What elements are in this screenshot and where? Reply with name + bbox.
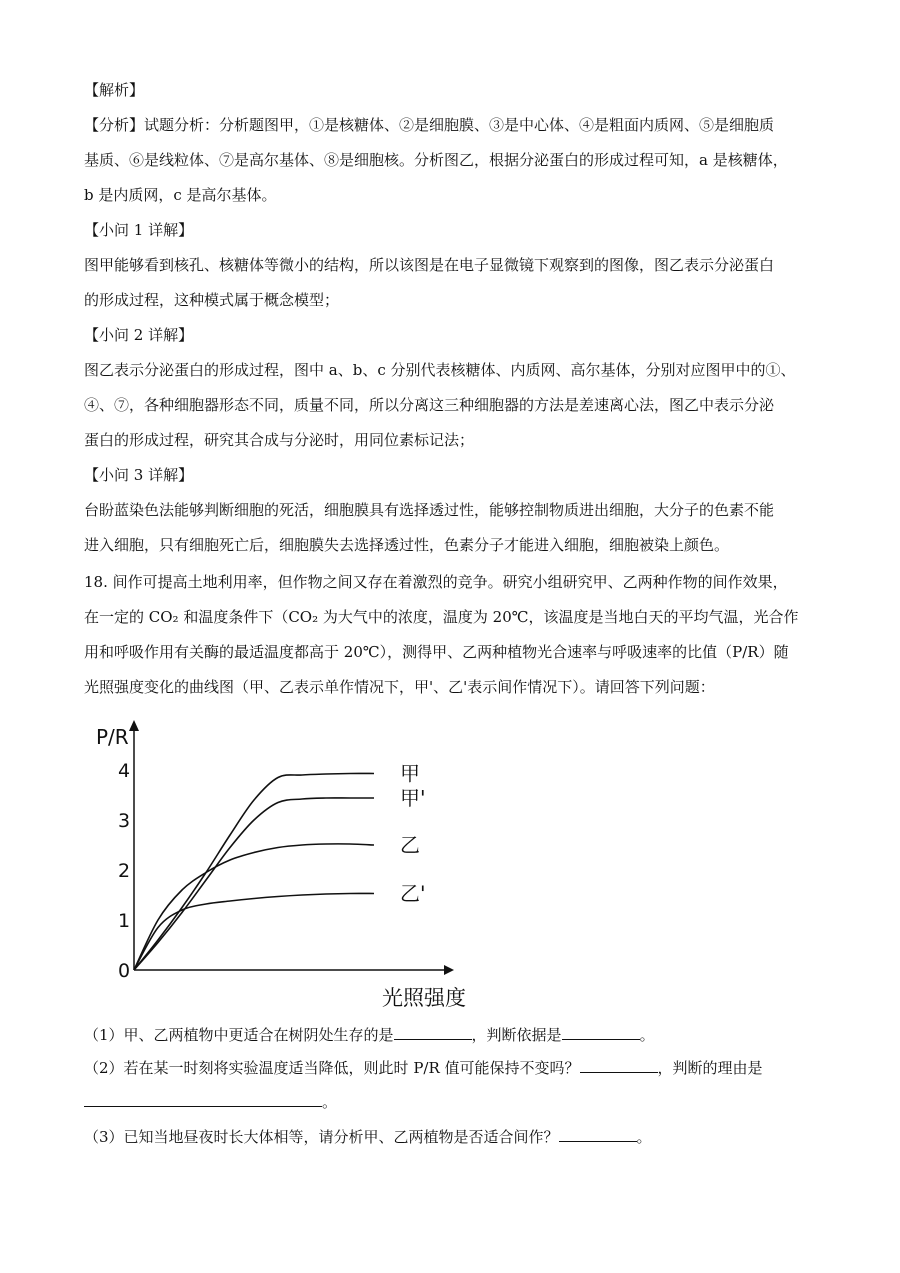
series-line (134, 893, 374, 970)
y-tick-label: 0 (118, 960, 131, 982)
q2-line: ④、⑦，各种细胞器形态不同，质量不同，所以分离这三种细胞器的方法是差速离心法，图乙中表示分泌 (84, 396, 775, 414)
answer-blank[interactable] (562, 1025, 640, 1040)
chart-label-layer (400, 762, 426, 906)
y-tick-label: 2 (118, 860, 131, 882)
y-tick-label: 3 (118, 810, 131, 832)
sub3-end: 。 (636, 1128, 652, 1146)
question-stem-line: 18. 间作可提高土地利用率，但作物之间又存在着激烈的竞争。研究小组研究甲、乙两种作物的间作效果， (84, 573, 788, 591)
answer-blank[interactable] (559, 1127, 637, 1142)
q2-header: 【小问 2 详解】 (84, 326, 194, 344)
chart-svg (84, 708, 504, 1018)
q3-header: 【小问 3 详解】 (84, 466, 194, 484)
series-line (134, 844, 374, 970)
sub1-text-a: （1）甲、乙两植物中更适合在树阴处生存的是 (84, 1026, 394, 1044)
answer-blank[interactable] (84, 1092, 322, 1107)
analysis-line: 基质、⑥是线粒体、⑦是高尔基体、⑧是细胞核。分析图乙，根据分泌蛋白的形成过程可知，a 是核糖体， (84, 151, 788, 169)
answer-blank[interactable] (580, 1058, 658, 1073)
series-line (134, 773, 374, 970)
q1-line: 的形成过程，这种模式属于概念模型； (84, 291, 340, 309)
subquestion-3 (84, 1127, 816, 1147)
x-axis-arrow (444, 965, 454, 975)
q3-line: 进入细胞，只有细胞死亡后，细胞膜失去选择透过性，色素分子才能进入细胞，细胞被染上颜色。 (84, 536, 730, 554)
solution-header: 【解析】 (84, 81, 145, 99)
y-tick-label: 1 (118, 910, 131, 932)
pr-light-chart (84, 708, 504, 1018)
q2-line: 蛋白的形成过程，研究其合成与分泌时，用同位素标记法； (84, 431, 475, 449)
series-line (134, 798, 374, 970)
q2-line: 图乙表示分泌蛋白的形成过程，图中 a、b、c 分别代表核糖体、内质网、高尔基体，分别对应图甲中的①、 (84, 361, 796, 379)
question-stem-line: 在一定的 CO₂ 和温度条件下（CO₂ 为大气中的浓度，温度为 20℃，该温度是当地白天的平均气温，光合作 (84, 608, 799, 626)
series-label: 乙 (400, 833, 420, 857)
series-label: 甲 (400, 761, 420, 786)
sub1-end: 。 (639, 1026, 655, 1044)
chart-series-layer (134, 773, 374, 970)
series-label: 乙' (400, 881, 426, 906)
answer-blank[interactable] (394, 1025, 472, 1040)
q1-header: 【小问 1 详解】 (84, 221, 194, 239)
subquestion-2-cont (84, 1092, 816, 1112)
series-label: 甲' (400, 786, 426, 810)
analysis-line: b 是内质网，c 是高尔基体。 (84, 186, 277, 204)
sub3-text-a: （3）已知当地昼夜时长大体相等，请分析甲、乙两植物是否适合间作？ (84, 1128, 559, 1146)
sub2-text-a: （2）若在某一时刻将实验温度适当降低，则此时 P/R 值可能保持不变吗？ (84, 1059, 580, 1077)
sub1-text-b: ，判断依据是 (471, 1026, 562, 1044)
sub2-end: 。 (322, 1093, 338, 1111)
question-stem-line: 用和呼吸作用有关酶的最适温度都高于 20℃），测得甲、乙两种植物光合速率与呼吸速率的比值（P/R）随 (84, 643, 789, 661)
y-axis-label: P/R (96, 725, 129, 749)
y-axis-arrow (129, 720, 139, 731)
subquestion-1 (84, 1025, 816, 1045)
sub2-text-b: ，判断的理由是 (657, 1059, 763, 1077)
analysis-line: 【分析】试题分析：分析题图甲，①是核糖体、②是细胞膜、③是中心体、④是粗面内质网、⑤是细胞质 (84, 116, 775, 134)
x-axis-label: 光照强度 (382, 986, 466, 1010)
question-stem-line: 光照强度变化的曲线图（甲、乙表示单作情况下，甲'、乙'表示间作情况下）。请回答下列问题： (84, 678, 715, 696)
q1-line: 图甲能够看到核孔、核糖体等微小的结构，所以该图是在电子显微镜下观察到的图像，图乙表示分泌蛋白 (84, 256, 775, 274)
subquestion-2 (84, 1058, 816, 1078)
y-tick-label: 4 (118, 760, 131, 782)
q3-line: 台盼蓝染色法能够判断细胞的死活，细胞膜具有选择透过性，能够控制物质进出细胞，大分子的色素不能 (84, 501, 775, 519)
